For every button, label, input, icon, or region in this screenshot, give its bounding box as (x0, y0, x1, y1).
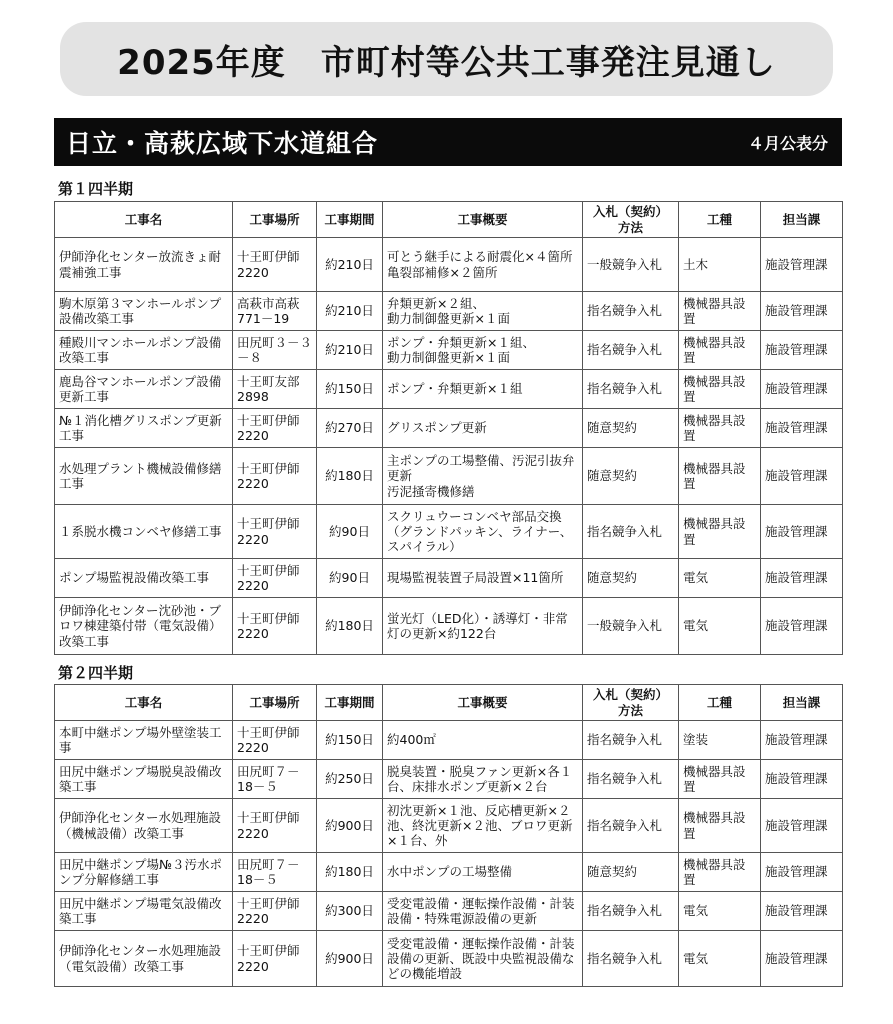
work-name: 田尻中継ポンプ場№３汚水ポンプ分解修繕工事 (55, 853, 233, 892)
work-name: 田尻中継ポンプ場電気設備改築工事 (55, 892, 233, 931)
work-name: 田尻中継ポンプ場脱臭設備改築工事 (55, 760, 233, 799)
department: 施設管理課 (761, 892, 843, 931)
department: 施設管理課 (761, 853, 843, 892)
department: 施設管理課 (761, 448, 843, 505)
work-name: １系脱水機コンベヤ修繕工事 (55, 505, 233, 559)
table-row (55, 721, 843, 760)
work-summary: 主ポンプの工場整備、汚泥引抜弁更新 汚泥掻寄機修繕 (383, 448, 583, 505)
work-place: 十王町伊師2220 (233, 559, 317, 598)
work-period: 約900日 (317, 931, 383, 987)
department: 施設管理課 (761, 331, 843, 370)
work-name: 伊師浄化センター沈砂池・ブロワ棟建築付帯（電気設備）改築工事 (55, 598, 233, 655)
column-header-work-place: 工事場所 (233, 685, 317, 721)
work-name: 伊師浄化センター水処理施設（電気設備）改築工事 (55, 931, 233, 987)
work-place: 十王町伊師2220 (233, 409, 317, 448)
publication-note: ４月公表分 (747, 133, 828, 153)
work-name: 駒木原第３マンホールポンプ設備改築工事 (55, 292, 233, 331)
work-summary: 可とう継手による耐震化×４箇所 亀裂部補修×２箇所 (383, 238, 583, 292)
bid-method: 一般競争入札 (583, 238, 679, 292)
work-name: ポンプ場監視設備改築工事 (55, 559, 233, 598)
work-place: 十王町伊師2220 (233, 238, 317, 292)
organization-name: 日立・高萩広域下水道組合 (66, 129, 379, 158)
work-place: 十王町伊師2220 (233, 448, 317, 505)
work-period: 約180日 (317, 853, 383, 892)
column-header-work-period: 工事期間 (317, 202, 383, 238)
work-type: 土木 (679, 238, 761, 292)
table-header-row (55, 685, 843, 721)
department: 施設管理課 (761, 409, 843, 448)
column-header-bid-method: 入札（契約） 方法 (583, 685, 679, 721)
work-summary: グリスポンプ更新 (383, 409, 583, 448)
bid-method: 指名競争入札 (583, 370, 679, 409)
column-header-work-place: 工事場所 (233, 202, 317, 238)
department: 施設管理課 (761, 238, 843, 292)
work-type: 電気 (679, 559, 761, 598)
column-header-bid-method: 入札（契約） 方法 (583, 202, 679, 238)
bid-method: 指名競争入札 (583, 292, 679, 331)
table-row (55, 238, 843, 292)
column-header-work-period: 工事期間 (317, 685, 383, 721)
quarter-2-label: 第２四半期 (58, 664, 134, 682)
work-type: 機械器具設置 (679, 448, 761, 505)
bid-method: 指名競争入札 (583, 505, 679, 559)
bid-method: 随意契約 (583, 853, 679, 892)
work-name: №１消化槽グリスポンプ更新工事 (55, 409, 233, 448)
work-summary: 初沈更新×１池、反応槽更新×２池、終沈更新×２池、ブロワ更新×１台、外 (383, 799, 583, 853)
work-type: 機械器具設置 (679, 370, 761, 409)
column-header-department: 担当課 (761, 202, 843, 238)
table-row (55, 505, 843, 559)
work-period: 約900日 (317, 799, 383, 853)
bid-method: 指名競争入札 (583, 760, 679, 799)
work-summary: 受変電設備・運転操作設備・計装設備の更新、既設中央監視設備などの機能増設 (383, 931, 583, 987)
bid-method: 指名競争入札 (583, 721, 679, 760)
department: 施設管理課 (761, 559, 843, 598)
department: 施設管理課 (761, 931, 843, 987)
work-place: 十王町伊師2220 (233, 721, 317, 760)
work-summary: スクリュウーコンベヤ部品交換（グランドパッキン、ライナー、スパイラル） (383, 505, 583, 559)
table-row (55, 370, 843, 409)
work-type: 機械器具設置 (679, 505, 761, 559)
table-row (55, 292, 843, 331)
work-period: 約270日 (317, 409, 383, 448)
column-header-department: 担当課 (761, 685, 843, 721)
table-row (55, 331, 843, 370)
organization-header (54, 118, 842, 166)
column-header-work-type: 工種 (679, 685, 761, 721)
work-place: 十王町伊師2220 (233, 505, 317, 559)
work-period: 約300日 (317, 892, 383, 931)
work-type: 機械器具設置 (679, 292, 761, 331)
work-name: 水処理プラント機械設備修繕工事 (55, 448, 233, 505)
work-period: 約250日 (317, 760, 383, 799)
column-header-work-summary: 工事概要 (383, 685, 583, 721)
work-place: 十王町伊師2220 (233, 931, 317, 987)
table-header-row (55, 202, 843, 238)
work-type: 電気 (679, 598, 761, 655)
work-name: 伊師浄化センター放流きょ耐震補強工事 (55, 238, 233, 292)
work-summary: 約400㎡ (383, 721, 583, 760)
work-place: 田尻町７－18－５ (233, 853, 317, 892)
quarter-1-label: 第１四半期 (58, 180, 134, 198)
work-type: 機械器具設置 (679, 853, 761, 892)
bid-method: 指名競争入札 (583, 799, 679, 853)
table-row (55, 598, 843, 655)
bid-method: 随意契約 (583, 559, 679, 598)
work-name: 種殿川マンホールポンプ設備改築工事 (55, 331, 233, 370)
work-type: 機械器具設置 (679, 331, 761, 370)
quarter-2-table (54, 684, 843, 987)
department: 施設管理課 (761, 598, 843, 655)
table-row (55, 892, 843, 931)
column-header-work-summary: 工事概要 (383, 202, 583, 238)
work-summary: 脱臭装置・脱臭ファン更新×各１台、床排水ポンプ更新×２台 (383, 760, 583, 799)
table-row (55, 853, 843, 892)
table-row (55, 760, 843, 799)
work-place: 高萩市高萩771－19 (233, 292, 317, 331)
work-summary: 水中ポンプの工場整備 (383, 853, 583, 892)
work-type: 機械器具設置 (679, 760, 761, 799)
table-row (55, 799, 843, 853)
bid-method: 指名競争入札 (583, 892, 679, 931)
department: 施設管理課 (761, 292, 843, 331)
table-row (55, 409, 843, 448)
work-type: 電気 (679, 931, 761, 987)
department: 施設管理課 (761, 370, 843, 409)
work-type: 塗装 (679, 721, 761, 760)
table-row (55, 448, 843, 505)
work-type: 電気 (679, 892, 761, 931)
work-summary: 現場監視装置子局設置×11箇所 (383, 559, 583, 598)
work-period: 約180日 (317, 448, 383, 505)
work-period: 約210日 (317, 331, 383, 370)
column-header-work-name: 工事名 (55, 685, 233, 721)
work-summary: 弁類更新×２組、 動力制御盤更新×１面 (383, 292, 583, 331)
work-period: 約90日 (317, 559, 383, 598)
page-title: 2025年度 市町村等公共工事発注見通し (60, 22, 833, 96)
bid-method: 随意契約 (583, 448, 679, 505)
work-place: 十王町伊師2220 (233, 598, 317, 655)
department: 施設管理課 (761, 760, 843, 799)
bid-method: 指名競争入札 (583, 331, 679, 370)
work-name: 鹿島谷マンホールポンプ設備更新工事 (55, 370, 233, 409)
column-header-work-type: 工種 (679, 202, 761, 238)
table-row (55, 559, 843, 598)
bid-method: 一般競争入札 (583, 598, 679, 655)
work-summary: 受変電設備・運転操作設備・計装設備・特殊電源設備の更新 (383, 892, 583, 931)
work-place: 十王町伊師2220 (233, 799, 317, 853)
work-name: 伊師浄化センター水処理施設（機械設備）改築工事 (55, 799, 233, 853)
work-place: 田尻町７－18－５ (233, 760, 317, 799)
work-period: 約150日 (317, 721, 383, 760)
department: 施設管理課 (761, 799, 843, 853)
column-header-work-name: 工事名 (55, 202, 233, 238)
work-place: 十王町友部2898 (233, 370, 317, 409)
work-period: 約150日 (317, 370, 383, 409)
work-summary: 蛍光灯（LED化）・誘導灯・非常灯の更新×約122台 (383, 598, 583, 655)
work-type: 機械器具設置 (679, 409, 761, 448)
work-period: 約210日 (317, 238, 383, 292)
work-place: 田尻町３－３－８ (233, 331, 317, 370)
work-period: 約180日 (317, 598, 383, 655)
work-type: 機械器具設置 (679, 799, 761, 853)
work-name: 本町中継ポンプ場外壁塗装工事 (55, 721, 233, 760)
work-place: 十王町伊師2220 (233, 892, 317, 931)
quarter-1-table (54, 201, 843, 655)
department: 施設管理課 (761, 505, 843, 559)
department: 施設管理課 (761, 721, 843, 760)
bid-method: 指名競争入札 (583, 931, 679, 987)
bid-method: 随意契約 (583, 409, 679, 448)
work-period: 約210日 (317, 292, 383, 331)
work-summary: ポンプ・弁類更新×１組 (383, 370, 583, 409)
work-summary: ポンプ・弁類更新×１組、 動力制御盤更新×１面 (383, 331, 583, 370)
work-period: 約90日 (317, 505, 383, 559)
table-row (55, 931, 843, 987)
